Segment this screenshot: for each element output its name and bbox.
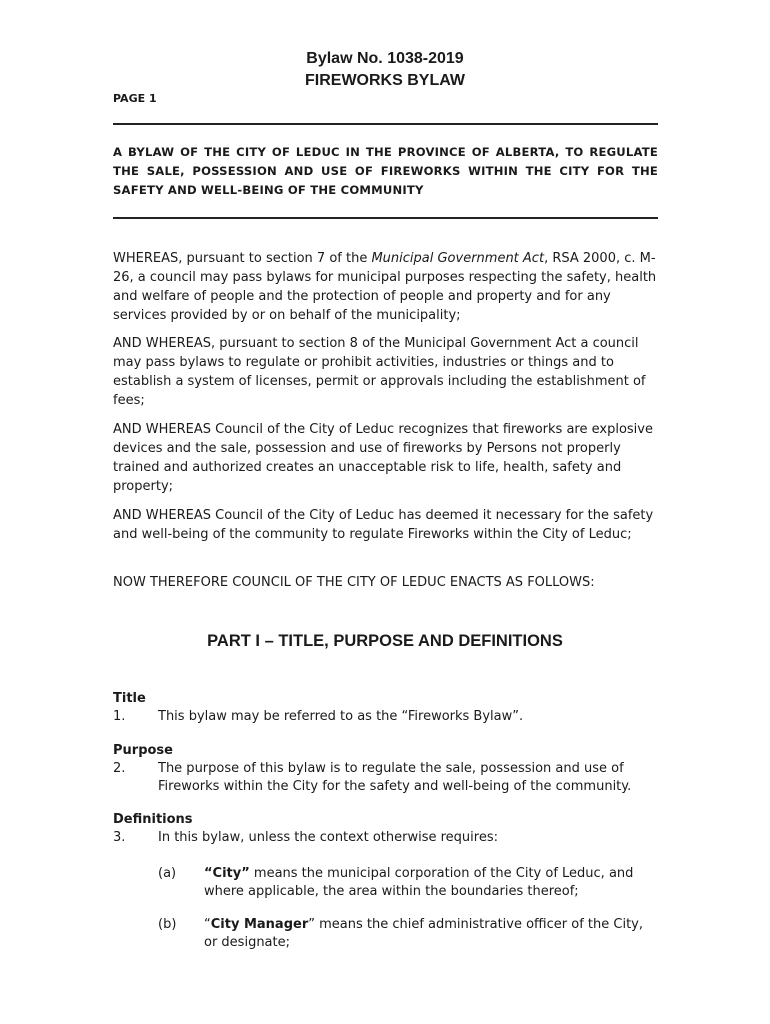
definition-b-term: City Manager [210,917,309,932]
bylaw-number: Bylaw No. 1038-2019 [306,50,464,67]
bottom-divider [113,217,658,219]
whereas-paragraph-2: AND WHEREAS, pursuant to section 8 of the Municipal Government Act a council may pass bylaws to regulate or prohibit activities, industries or things and to establish a system of licenses, permit or approvals including the establishment of fees; [113,336,646,408]
act-name: Municipal Government Act [371,251,545,266]
enacting-clause: NOW THEREFORE COUNCIL OF THE CITY OF LEDUC ENACTS AS FOLLOWS: [113,575,595,590]
whereas-paragraph-1 [113,249,658,325]
definition-a-text: means the municipal corporation of the City of Leduc, and where applicable, the area within the boundaries thereof; [204,866,634,899]
definition-a-label: (a) [158,866,177,881]
definition-b [204,916,658,952]
purpose-heading: Purpose [113,743,173,758]
part-heading: PART I – TITLE, PURPOSE AND DEFINITIONS [207,632,563,650]
section-3-number: 3. [113,830,126,845]
section-3-text: In this bylaw, unless the context otherwise requires: [158,830,498,845]
page-label: PAGE 1 [113,92,157,105]
section-1-number: 1. [113,709,126,724]
section-1-text: This bylaw may be referred to as the “Fireworks Bylaw”. [158,709,524,724]
whereas-paragraph-3: AND WHEREAS Council of the City of Leduc recognizes that fireworks are explosive devices and the sale, possession and use of fireworks by Persons not properly trained and authorized creates an unacceptable risk to life, health, safety and property; [113,422,653,494]
bylaw-title: FIREWORKS BYLAW [305,72,465,89]
definition-a-term: “City” [204,866,250,881]
definitions-heading: Definitions [113,812,193,827]
definition-b-text: ” means the chief administrative officer of the City, or designate; [204,917,643,950]
whereas-1-before: WHEREAS, pursuant to section 7 of the [113,251,372,266]
definition-b-open-quote: “ [204,917,211,932]
top-divider [113,123,658,125]
whereas-1-after: , RSA 2000, c. M-26, a council may pass bylaws for municipal purposes respecting the safety, health and welfare of people and the protection of people and property and for any services provided by or on behalf of the municipality; [113,251,657,323]
definition-b-label: (b) [158,917,177,932]
preamble-title: A BYLAW OF THE CITY OF LEDUC IN THE PROVINCE OF ALBERTA, TO REGULATE THE SALE, POSSESSION AND USE OF FIREWORKS WITHIN THE CITY FOR THE SAFETY AND WELL-BEING OF THE COMMUNITY [113,145,658,197]
section-2-text: The purpose of this bylaw is to regulate the sale, possession and use of Fireworks within the City for the safety and well-being of the community. [158,761,632,794]
title-heading: Title [113,691,146,706]
definition-a [204,865,658,901]
section-2-number: 2. [113,761,126,776]
whereas-paragraph-4: AND WHEREAS Council of the City of Leduc has deemed it necessary for the safety and well-being of the community to regulate Fireworks within the City of Leduc; [113,508,654,542]
